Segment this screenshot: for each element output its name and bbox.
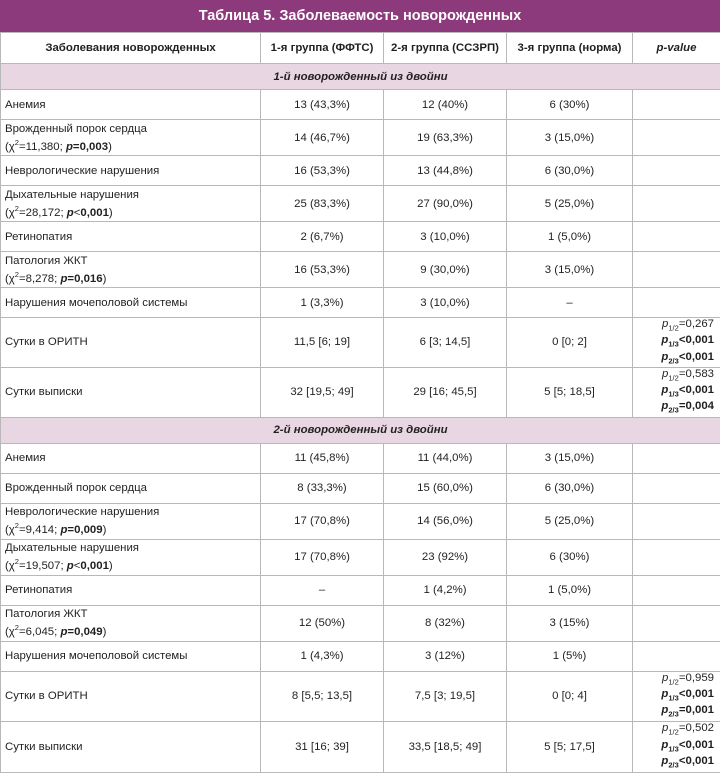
p-value-cell <box>633 539 720 575</box>
pairwise-value: =0,959 <box>678 671 714 684</box>
group-1-value: 12 (50%) <box>261 605 384 641</box>
group-3-value: 6 (30,0%) <box>507 156 633 186</box>
pairwise-value: <0,001 <box>678 738 714 751</box>
disease-cell <box>1 120 261 156</box>
chi-value: =19,507; <box>18 560 67 573</box>
group-2-value: 8 (32%) <box>384 605 507 641</box>
table-row <box>1 443 720 473</box>
group-1-value: 16 (53,3%) <box>261 156 384 186</box>
group-1-value: 17 (70,8%) <box>261 539 384 575</box>
table-row <box>1 156 720 186</box>
chi-value: =11,380; <box>18 140 66 153</box>
group-1-value: 31 [16; 39] <box>261 721 384 772</box>
chi-square-stat: ($\chi^2=8,278$; p=0,016) <box>5 269 107 285</box>
table-row <box>1 605 720 641</box>
disease-name: Дыхательные нарушения <box>5 542 139 555</box>
table-row <box>1 503 720 539</box>
table-row <box>1 120 720 156</box>
pairwise-p-p13: $p_{1/3}<0,001$ <box>661 688 714 703</box>
group-2-value: 7,5 [3; 19,5] <box>384 671 507 721</box>
p-operator: = <box>72 140 80 153</box>
header-row <box>1 33 720 64</box>
chi-square-stat: ($\chi^2=19,507$; p<0,001) <box>5 557 113 573</box>
table-row <box>1 367 720 417</box>
disease-cell <box>1 90 261 120</box>
disease-cell <box>1 671 261 721</box>
disease-name: Патология ЖКТ <box>5 608 88 621</box>
table-row <box>1 186 720 222</box>
table-row <box>1 641 720 671</box>
pairwise-value: <0,001 <box>678 384 714 397</box>
group-3-value: 3 (15,0%) <box>507 252 633 288</box>
group-1-value: 11 (45,8%) <box>261 443 384 473</box>
disease-name: Сутки выписки <box>5 740 83 753</box>
pairwise-p-p12: $p_{1/2}=0,267$ <box>662 318 714 333</box>
group-1-value: 2 (6,7%) <box>261 222 384 252</box>
p-operator: = <box>67 626 75 639</box>
p-value: 0,003 <box>79 140 109 153</box>
chi-value: =9,414; <box>18 524 61 537</box>
group-2-value: 33,5 [18,5; 49] <box>384 721 507 772</box>
header-disease: Заболевания новорожденных <box>1 33 261 64</box>
disease-name: Сутки в ОРИТН <box>5 690 88 703</box>
p-value: 0,001 <box>80 206 109 219</box>
pairwise-value: =0,502 <box>678 722 714 735</box>
p-value: 0,009 <box>74 524 103 537</box>
disease-cell <box>1 721 261 772</box>
group-2-value: 12 (40%) <box>384 90 507 120</box>
pairwise-value: =0,583 <box>678 367 714 380</box>
table-row <box>1 90 720 120</box>
disease-cell <box>1 318 261 368</box>
group-1-value: 11,5 [6; 19] <box>261 318 384 368</box>
disease-name: Сутки в ОРИТН <box>5 336 88 349</box>
table-row <box>1 575 720 605</box>
group-1-value: 1 (4,3%) <box>261 641 384 671</box>
chi-value: =28,172; <box>18 206 67 219</box>
p-value-cell <box>633 222 720 252</box>
group-1-value: 13 (43,3%) <box>261 90 384 120</box>
disease-name: Ретинопатия <box>5 584 73 597</box>
group-2-value: 19 (63,3%) <box>384 120 507 156</box>
group-3-value: 3 (15,0%) <box>507 443 633 473</box>
disease-name: Патология ЖКТ <box>5 254 88 267</box>
morbidity-table <box>0 32 720 773</box>
disease-cell <box>1 641 261 671</box>
group-3-value: 5 (25,0%) <box>507 186 633 222</box>
pairwise-value: <0,001 <box>678 334 714 347</box>
disease-cell <box>1 367 261 417</box>
chi-square-stat: ($\chi^2=28,172$; p<0,001) <box>5 203 113 219</box>
pairwise-value: =0,267 <box>678 318 714 330</box>
pairwise-value: =0,004 <box>678 400 714 413</box>
p-value-cell <box>633 671 720 721</box>
p-value-cell <box>633 288 720 318</box>
disease-name: Сутки выписки <box>5 386 83 399</box>
pairwise-value: <0,001 <box>678 350 714 363</box>
disease-name: Неврологические нарушения <box>5 164 160 177</box>
group-1-value: – <box>261 575 384 605</box>
p-value: 0,016 <box>74 272 103 285</box>
group-3-value: 5 [5; 17,5] <box>507 721 633 772</box>
table-row <box>1 671 720 721</box>
p-value-cell <box>633 473 720 503</box>
disease-cell <box>1 605 261 641</box>
group-2-value: 14 (56,0%) <box>384 503 507 539</box>
p-value-cell <box>633 721 720 772</box>
disease-cell <box>1 186 261 222</box>
disease-name: Дыхательные нарушения <box>5 188 139 201</box>
group-2-value: 27 (90,0%) <box>384 186 507 222</box>
table-row <box>1 721 720 772</box>
group-1-value: 17 (70,8%) <box>261 503 384 539</box>
group-1-value: 32 [19,5; 49] <box>261 367 384 417</box>
pairwise-p-p13: $p_{1/3}<0,001$ <box>661 334 714 349</box>
group-3-value: 5 [5; 18,5] <box>507 367 633 417</box>
group-3-value: 1 (5%) <box>507 641 633 671</box>
disease-name: Неврологические нарушения <box>5 506 160 519</box>
p-value-cell <box>633 367 720 417</box>
group-2-value: 3 (10,0%) <box>384 288 507 318</box>
disease-cell <box>1 443 261 473</box>
pairwise-p-p12: $p_{1/2}=0,959$ <box>662 671 714 687</box>
group-3-value: 6 (30,0%) <box>507 473 633 503</box>
chi-square-stat: ($\chi^2=6,045$; p=0,049) <box>5 623 107 639</box>
pairwise-value: <0,001 <box>678 688 714 701</box>
chi-square-stat: ($\chi^2=11,380$; p=0,003) <box>5 137 112 153</box>
group-3-value: 1 (5,0%) <box>507 222 633 252</box>
p-value: 0,001 <box>80 560 109 573</box>
table-row <box>1 288 720 318</box>
p-value-cell <box>633 90 720 120</box>
group-2-value: 3 (10,0%) <box>384 222 507 252</box>
group-2-value: 11 (44,0%) <box>384 443 507 473</box>
p-operator: < <box>73 560 81 573</box>
p-operator: = <box>67 272 75 285</box>
group-1-value: 8 (33,3%) <box>261 473 384 503</box>
disease-name: Врожденный порок сердца <box>5 482 147 495</box>
table-row <box>1 222 720 252</box>
section-label: 2-й новорожденный из двойни <box>1 417 720 443</box>
group-3-value: 3 (15,0%) <box>507 120 633 156</box>
chi-value: =6,045; <box>18 626 61 639</box>
disease-cell <box>1 503 261 539</box>
header-p-value: p-value <box>633 33 720 64</box>
disease-cell <box>1 575 261 605</box>
group-2-value: 15 (60,0%) <box>384 473 507 503</box>
disease-name: Врожденный порок сердца <box>5 122 147 135</box>
pairwise-p-p23: $p_{2/3}<0,001$ <box>661 754 714 770</box>
table-row <box>1 539 720 575</box>
group-1-value: 16 (53,3%) <box>261 252 384 288</box>
group-2-value: 29 [16; 45,5] <box>384 367 507 417</box>
p-value-cell <box>633 186 720 222</box>
pairwise-p-p13: $p_{1/3}<0,001$ <box>661 738 714 753</box>
pairwise-p-p13: $p_{1/3}<0,001$ <box>661 384 714 399</box>
p-operator: = <box>67 524 75 537</box>
pairwise-value: =0,001 <box>678 704 714 717</box>
disease-name: Нарушения мочеполовой системы <box>5 650 188 663</box>
chi-value: =8,278; <box>18 272 61 285</box>
group-2-value: 1 (4,2%) <box>384 575 507 605</box>
p-value-cell <box>633 252 720 288</box>
p-value-cell <box>633 318 720 368</box>
group-3-value: – <box>507 288 633 318</box>
chi-square-stat: ($\chi^2=9,414$; p=0,009) <box>5 521 107 537</box>
p-value-cell <box>633 503 720 539</box>
group-1-value: 8 [5,5; 13,5] <box>261 671 384 721</box>
pairwise-value: <0,001 <box>678 754 714 767</box>
p-value-cell <box>633 156 720 186</box>
p-value-cell <box>633 575 720 605</box>
table-row <box>1 473 720 503</box>
section-row <box>1 417 720 443</box>
disease-cell <box>1 539 261 575</box>
pairwise-p-p12: $p_{1/2}=0,583$ <box>662 367 714 383</box>
header-group-2: 2-я группа (ССЗРП) <box>384 33 507 64</box>
group-2-value: 13 (44,8%) <box>384 156 507 186</box>
group-3-value: 1 (5,0%) <box>507 575 633 605</box>
disease-name: Анемия <box>5 452 46 465</box>
group-3-value: 3 (15%) <box>507 605 633 641</box>
group-3-value: 5 (25,0%) <box>507 503 633 539</box>
disease-cell <box>1 252 261 288</box>
group-1-value: 14 (46,7%) <box>261 120 384 156</box>
p-value: 0,049 <box>74 626 103 639</box>
disease-cell <box>1 473 261 503</box>
p-value-cell <box>633 605 720 641</box>
table-title: Таблица 5. Заболеваемость новорожденных <box>0 0 720 32</box>
header-group-1: 1-я группа (ФФТС) <box>261 33 384 64</box>
section-row <box>1 64 720 90</box>
group-1-value: 1 (3,3%) <box>261 288 384 318</box>
group-3-value: 0 [0; 4] <box>507 671 633 721</box>
section-label: 1-й новорожденный из двойни <box>1 64 720 90</box>
pairwise-p-p23: $p_{2/3}<0,001$ <box>661 350 714 365</box>
pairwise-p-p12: $p_{1/2}=0,502$ <box>662 722 714 737</box>
pairwise-p-p23: $p_{2/3}=0,004$ <box>661 400 714 415</box>
group-2-value: 3 (12%) <box>384 641 507 671</box>
disease-cell <box>1 222 261 252</box>
group-2-value: 9 (30,0%) <box>384 252 507 288</box>
group-2-value: 23 (92%) <box>384 539 507 575</box>
group-1-value: 25 (83,3%) <box>261 186 384 222</box>
pairwise-p-p23: $p_{2/3}=0,001$ <box>661 704 714 719</box>
p-value-cell <box>633 120 720 156</box>
table-row <box>1 318 720 368</box>
disease-name: Ретинопатия <box>5 230 73 243</box>
disease-cell <box>1 156 261 186</box>
p-operator: < <box>73 206 81 219</box>
group-3-value: 0 [0; 2] <box>507 318 633 368</box>
table-row <box>1 252 720 288</box>
group-3-value: 6 (30%) <box>507 539 633 575</box>
disease-name: Нарушения мочеполовой системы <box>5 296 188 309</box>
p-value-cell <box>633 443 720 473</box>
p-value-cell <box>633 641 720 671</box>
disease-name: Анемия <box>5 98 46 111</box>
header-group-3: 3-я группа (норма) <box>507 33 633 64</box>
group-3-value: 6 (30%) <box>507 90 633 120</box>
group-2-value: 6 [3; 14,5] <box>384 318 507 368</box>
disease-cell <box>1 288 261 318</box>
